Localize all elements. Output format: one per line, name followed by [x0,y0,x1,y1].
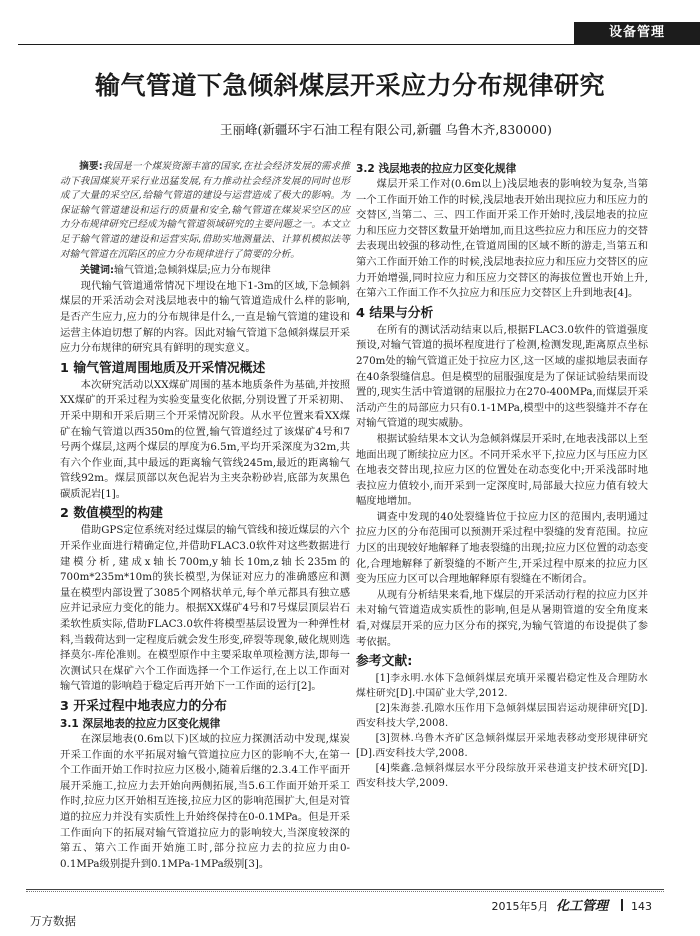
reference-item: [4]柴鑫.急倾斜煤层水平分段综放开采巷道支护技术研究[D].西安科技大学,2009. [356,763,648,790]
keywords [60,263,350,279]
references-heading: 参考文献: [356,654,413,670]
header-rule [18,44,700,45]
section-3-heading: 3 开采过程中地表应力的分布 [60,699,227,714]
journal-name: 化工管理 [555,899,608,914]
keywords-text: 输气管道;急倾斜煤层;应力分布规律 [114,265,271,277]
author-line: 王丽峰(新疆环宇石油工程有限公司,新疆 乌鲁木齐,830000) [220,122,552,137]
article-title: 输气管道下急倾斜煤层开采应力分布规律研究 [94,71,605,100]
reference-item: [3]贺林.乌鲁木齐矿区急倾斜煤层开采地表移动变形规律研究[D].西安科技大学,2008. [356,733,648,760]
section-3-1-heading: 3.1 深层地表的拉应力区变化规律 [60,718,221,730]
reference-item: [2]朱海荟.孔隙水压作用下急倾斜煤层围岩运动规律研究[D].西安科技大学,2008. [356,703,648,730]
section-4-heading: 4 结果与分析 [356,305,434,321]
section-4-paragraph-4: 从现有分析结果来看,地下煤层的开采活动行程的拉应力区并未对输气管道造成实质性的影响,但是从暑期管道的安全角度来看,对煤层开采的应力区分布的探究,为输气管道的布设提供了参考依据。 [356,588,648,648]
footer-rule [26,889,664,890]
page-footer [491,895,652,914]
section-tab: 设备管理 [574,22,700,44]
intro-paragraph: 现代输气管道通常情况下埋设在地下1-3m的区域,下急倾斜煤层的开采活动会对浅层地表中的输气管道造成什么样的影响,是否产生应力,应力的分布规律是什么,一直是输气管道的建设和运营主体迫切想了解的内容。因此对输气管道下急倾斜煤层开采应力分布规律的研究具有鲜明的现实意义。 [60,279,350,355]
page-number: 143 [631,900,652,913]
left-column [60,160,350,872]
right-column [356,160,648,791]
footer-dotted-rule [26,891,664,892]
section-1-body: 本次研究活动以XX煤矿周围的基本地质条件为基础,并按照XX煤矿的开采过程为实验变量变化依据,分别设置了开采初期、开采中期和开采后期三个开采情况阶段。从水平位置来看XX煤矿在输气管道以西350m的位置,输气管道经过了该煤矿4号和7号两个煤层,这两个煤层的厚度为6.5m,平均开采深度为32m,共有六个作业面,其中最远的距离输气管线245m,最近的距离输气管线92m。煤层顶部以灰色泥岩为主夹杂粉砂岩,底部为灰黑色碳质泥岩[1]。 [60,378,350,500]
section-1-heading: 1 输气管道周围地质及开采情况概述 [60,360,266,376]
issue-date: 2015年5月 [491,900,549,913]
section-2-heading: 2 数值模型的构建 [60,506,163,522]
abstract-text: 我国是一个煤炭资源丰富的国家,在社会经济发展的需求推动下我国煤炭开采行业迅猛发展,有力推动社会经济发展的同时也形成了大量的采空区,给输气管道的建设与运营造成了极大的影响。为保证输气管道建设和运行的质量和安全,输气管道在煤炭采空区的应力分布规律研究已经成为输气管道领域研究的主要问题之一。本文立足于输气管道的建设和运营实际,借助实地测量法、计算机模拟法等对输气管道在沉陷区的应力分布规律进行了简要的分析。 [60,161,350,260]
section-3-2-body: 煤层开采工作对(0.6m以上)浅层地表的影响较为复杂,当第一个工作面开始工作的时候,浅层地表开始出现拉应力和压应力的交替区,当第二、三、四工作面开采工作开始时,浅层地表的拉应力和压应力交替区数量开始增加,而且这些拉应力和压应力的交替去表现出较强的移动性,在管道周围的区域不断的游走,当第五和第六工作面开始工作的时候,浅层地表拉应力和压应力交替区的应力开始增强,同时拉应力和压应力交替区的海拔位置也开始上升,在第六工作面工作不久拉应力和压应力交替区上升到地表[4]。 [356,178,648,300]
section-4-paragraph-1: 在所有的测试活动结束以后,根据FLAC3.0软件的管道强度预设,对输气管道的损坏程度进行了检测,检测发现,距离原点坐标270m处的输气管道正处于拉应力区,这一区域的虚拟地层表面存在40条裂缝信息。但是模型的屈服强度是为了保证试验结果而设置的,现实生活中管道钢的屈服拉力在270-400MPa,而煤层开采活动产生的局部应力只有0.1-1MPa,模型中的这些裂缝并不存在对输气管道的现实威胁。 [356,323,648,430]
section-3-1-body: 在深层地表(0.6m以下)区域的拉应力探测活动中发现,煤炭开采工作面的水平拓展对输气管道拉应力区的影响不大,在第一个工作面开始工作时拉应力区极小,随着后继的2.3.4工作平面开展开采施工,拉应力去开始向两侧拓展,当5.6工作面开始开采工作时,拉应力区开始相互连接,拉应力区的影响范围扩大,但是对管道的拉应力并没有实质性上升始终保持在0-0.1MPa。但是开采工作面向下的拓展对输气管道拉应力的影响较大,当深度较深的第五、第六工作面开始施工时,部分拉应力去的拉应力由0-0.1MPa级别提升到0.1MPa-1MPa级别[3]。 [60,733,350,870]
keywords-label: 关键词: [80,265,114,277]
references-list [356,671,648,791]
section-4-paragraph-2: 根据试验结果本文认为急倾斜煤层开采时,在地表浅部以上至地面出现了断续拉应力区。不同开采水平下,拉应力区与压应力区在地表交替出现,拉应力区的位置处在动态变化中;开采浅部时地表拉应力值较小,而开采到一定深度时,局部最大拉应力值有较大幅度地增加。 [356,432,648,508]
reference-item: [1]李永明.水体下急倾斜煤层充填开采覆岩稳定性及合理防水煤柱研究[D].中国矿业大学,2012. [356,673,648,700]
abstract-label: 摘要: [79,161,103,172]
abstract [60,160,350,262]
watermark: 万方数据 [30,914,76,928]
section-2-body: 借助GPS定位系统对经过煤层的输气管线和接近煤层的六个开采作业面进行精确定位,并借助FLAC3.0软件对这些数据进行建模分析,建成x轴长700m,y轴长10m,z轴长235m的700m*235m*10m的狭长模型,为保证对应力的准确感应和测量在模型内部设置了3085个网格状单元,每个单元都具有独立感应并记录应力变化的能力。根据XX煤矿4号和7号煤层顶层岩石柔软性质实际,借助FLAC3.0软件将模型基层设置为一种弹性材料,当载荷达到一定程度后就会发生形变,碎裂等现象,破化规则选择莫尔-库伦准则。在模型原作中主要采取单项检测方法,即每一次测试只在煤矿六个工作面选择一个工作运行,在上以工作面对输气管道的影响趋于稳定后再开始下一工作面的运行[2]。 [60,524,350,693]
footer-separator [621,899,623,911]
section-3-2-heading: 3.2 浅层地表的拉应力区变化规律 [356,163,517,175]
section-4-paragraph-3: 调查中发现的40处裂缝皆位于拉应力区的范围内,表明通过拉应力区的分布范围可以预测开采过程中裂缝的发育范围。拉应力区的出现较好地解释了地表裂缝的出现;拉应力区位置的动态变化,合理地解释了新裂缝的不断产生,开采过程中原来的拉应力区变为压应力区可以合理地解释原有裂缝在不断闭合。 [356,510,648,586]
